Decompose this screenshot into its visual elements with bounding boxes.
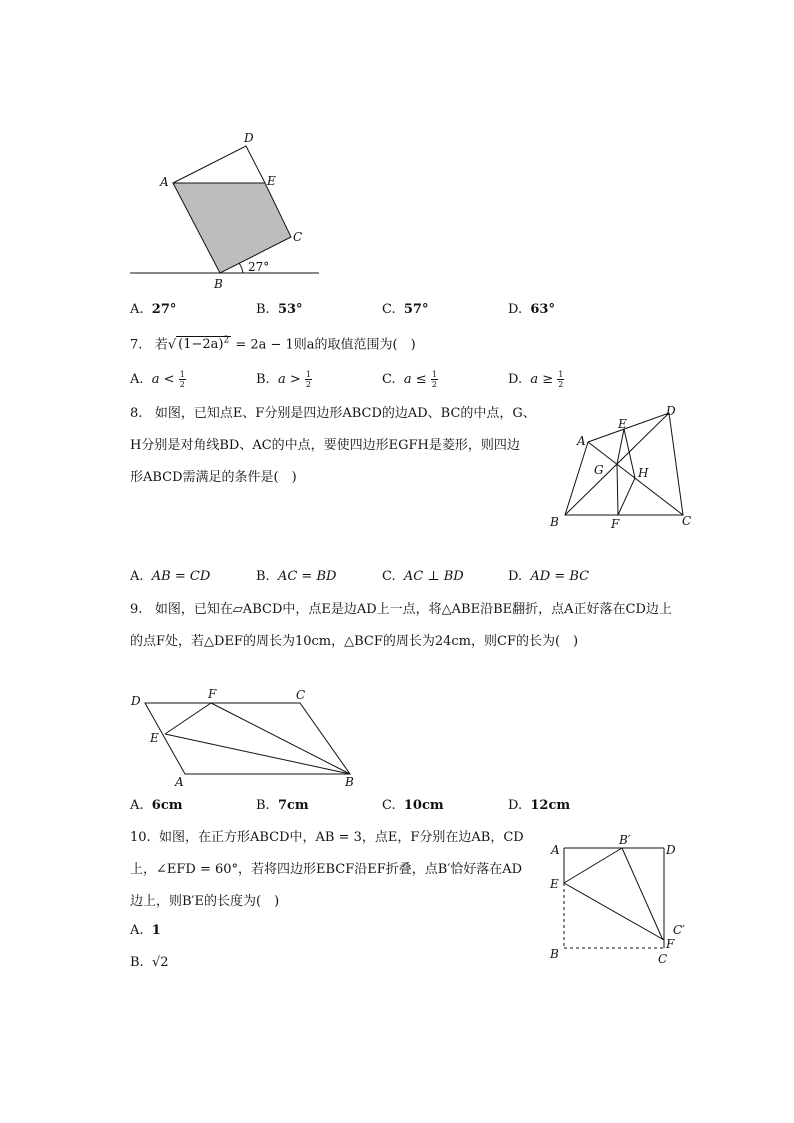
q10-option-a[interactable] — [130, 923, 161, 938]
option-text: a > — [277, 372, 301, 387]
q8-label-g: G — [594, 463, 604, 477]
q8-label-h: H — [638, 466, 649, 480]
q7-exp: 2 — [223, 336, 230, 346]
q9-stem — [130, 594, 690, 658]
option-letter: D. — [508, 569, 523, 584]
option-text: 1 — [151, 923, 161, 938]
q8-line-2: H分别是对角线BD、AC的中点，要使四边形EGFH是菱形，则四边 — [130, 438, 520, 453]
option-text: 57° — [403, 302, 429, 317]
q10-figure — [545, 830, 705, 970]
q10-label-d: D — [666, 843, 676, 857]
q9-label-f: F — [208, 687, 217, 701]
q7-radical — [176, 336, 231, 352]
q9-option-c[interactable] — [382, 798, 444, 813]
fraction: $\frac{1}{2}$ — [305, 370, 311, 389]
q6-figure — [125, 128, 325, 293]
q7-option-a[interactable] — [130, 370, 186, 389]
option-letter: D. — [508, 302, 523, 317]
q6-label-c: C — [293, 230, 303, 244]
option-text: √2 — [151, 955, 169, 970]
option-text: 7cm — [277, 798, 309, 813]
option-text: AD = BC — [530, 569, 590, 584]
q9-label-e: E — [150, 731, 159, 745]
q6-label-d: D — [244, 131, 254, 145]
q10-label-b: B — [550, 947, 559, 961]
option-letter: B. — [256, 372, 270, 387]
option-text: 12cm — [530, 798, 571, 813]
option-letter: A. — [130, 372, 144, 387]
q9-option-b[interactable] — [256, 798, 309, 813]
q8-label-d: D — [666, 404, 676, 418]
fraction: $\frac{1}{2}$ — [431, 370, 437, 389]
q10-label-c-prime: C′ — [673, 923, 685, 937]
option-letter: A. — [130, 302, 144, 317]
q9-option-d[interactable] — [508, 798, 570, 813]
option-letter: A. — [130, 798, 144, 813]
q7-radicand: (1−2a) — [178, 337, 224, 353]
option-text: AC = BD — [277, 569, 337, 584]
option-letter: B. — [256, 302, 270, 317]
option-letter: C. — [382, 569, 396, 584]
option-text: 6cm — [151, 798, 183, 813]
option-letter: A. — [130, 569, 144, 584]
fraction: $\frac{1}{2}$ — [558, 370, 564, 389]
q6-option-a[interactable] — [130, 302, 176, 317]
q10-line-1: 10. 如图，在正方形ABCD中，AB = 3，点E，F分别在边AB，CD — [130, 830, 524, 845]
option-text: 63° — [530, 302, 555, 317]
option-letter: B. — [130, 955, 144, 970]
q8-line-3: 形ABCD需满足的条件是( ) — [130, 470, 297, 485]
q6-label-a: A — [160, 175, 169, 189]
q6-label-angle: 27° — [248, 260, 270, 274]
option-letter: D. — [508, 372, 523, 387]
q10-label-b-prime: B′ — [619, 833, 631, 847]
option-text: 27° — [151, 302, 177, 317]
q10-option-b[interactable] — [130, 955, 169, 970]
q10-line-3: 边上，则B′E的长度为( ) — [130, 894, 280, 909]
q9-figure — [125, 685, 365, 795]
q9-label-b: B — [345, 775, 354, 789]
option-letter: C. — [382, 302, 396, 317]
q9-label-c: C — [296, 688, 306, 702]
q6-option-c[interactable] — [382, 302, 428, 317]
option-letter: B. — [256, 798, 270, 813]
q6-label-b: B — [214, 277, 223, 291]
option-letter: A. — [130, 923, 144, 938]
q8-label-f: F — [611, 517, 620, 531]
q7-option-d[interactable] — [508, 370, 564, 389]
q6-option-b[interactable] — [256, 302, 303, 317]
q8-label-c: C — [682, 514, 692, 528]
q8-option-d[interactable] — [508, 569, 589, 584]
q10-label-c: C — [658, 952, 668, 966]
q8-label-e: E — [618, 417, 627, 431]
q7-option-c[interactable] — [382, 370, 438, 389]
option-text: a < — [151, 372, 175, 387]
q9-label-a: A — [175, 775, 184, 789]
q9-label-d: D — [131, 694, 141, 708]
q7-post: = 2a − 1则a的取值范围为( ) — [231, 337, 416, 353]
fraction: $\frac{1}{2}$ — [179, 370, 185, 389]
q8-option-b[interactable] — [256, 569, 336, 584]
option-text: AC ⊥ BD — [403, 569, 464, 584]
q10-stem — [130, 822, 540, 918]
q6-option-d[interactable] — [508, 302, 555, 317]
q10-label-a: A — [551, 843, 560, 857]
q8-option-c[interactable] — [382, 569, 464, 584]
q7-pre: 若 — [154, 337, 168, 353]
q6-label-e: E — [267, 174, 276, 188]
q8-option-a[interactable] — [130, 569, 210, 584]
option-text: AB = CD — [151, 569, 211, 584]
q10-label-e: E — [550, 877, 559, 891]
q9-line-2: 的点F处，若△DEF的周长为10cm，△BCF的周长为24cm，则CF的长为( ) — [130, 634, 579, 649]
q9-option-a[interactable] — [130, 798, 183, 813]
option-letter: C. — [382, 798, 396, 813]
option-text: a ≤ — [403, 372, 427, 387]
option-text: 53° — [277, 302, 303, 317]
option-text: 10cm — [403, 798, 444, 813]
option-letter: C. — [382, 372, 396, 387]
q8-label-b: B — [550, 515, 559, 529]
q7-option-b[interactable] — [256, 370, 312, 389]
option-text: a ≥ — [530, 372, 554, 387]
question-number: 7. — [130, 337, 143, 353]
option-letter: D. — [508, 798, 523, 813]
q7-stem: 7. 若√ $(1-2a)^2 = 2a - 1$则a的取值范围为( ) — [130, 336, 416, 353]
q8-label-a: A — [577, 434, 586, 448]
q10-label-f: F — [666, 937, 675, 951]
option-letter: B. — [256, 569, 270, 584]
q8-line-1: 8. 如图，已知点E、F分别是四边形ABCD的边AD、BC的中点，G、 — [130, 406, 536, 421]
q10-line-2: 上，∠EFD = 60°，若将四边形EBCF沿EF折叠，点B′恰好落在AD — [130, 862, 523, 877]
q8-stem — [130, 398, 550, 494]
q8-figure — [545, 400, 705, 535]
q9-line-1: 9. 如图，已知在▱ABCD中，点E是边AD上一点，将△ABE沿BE翻折，点A正好落在CD边上 — [130, 602, 672, 617]
